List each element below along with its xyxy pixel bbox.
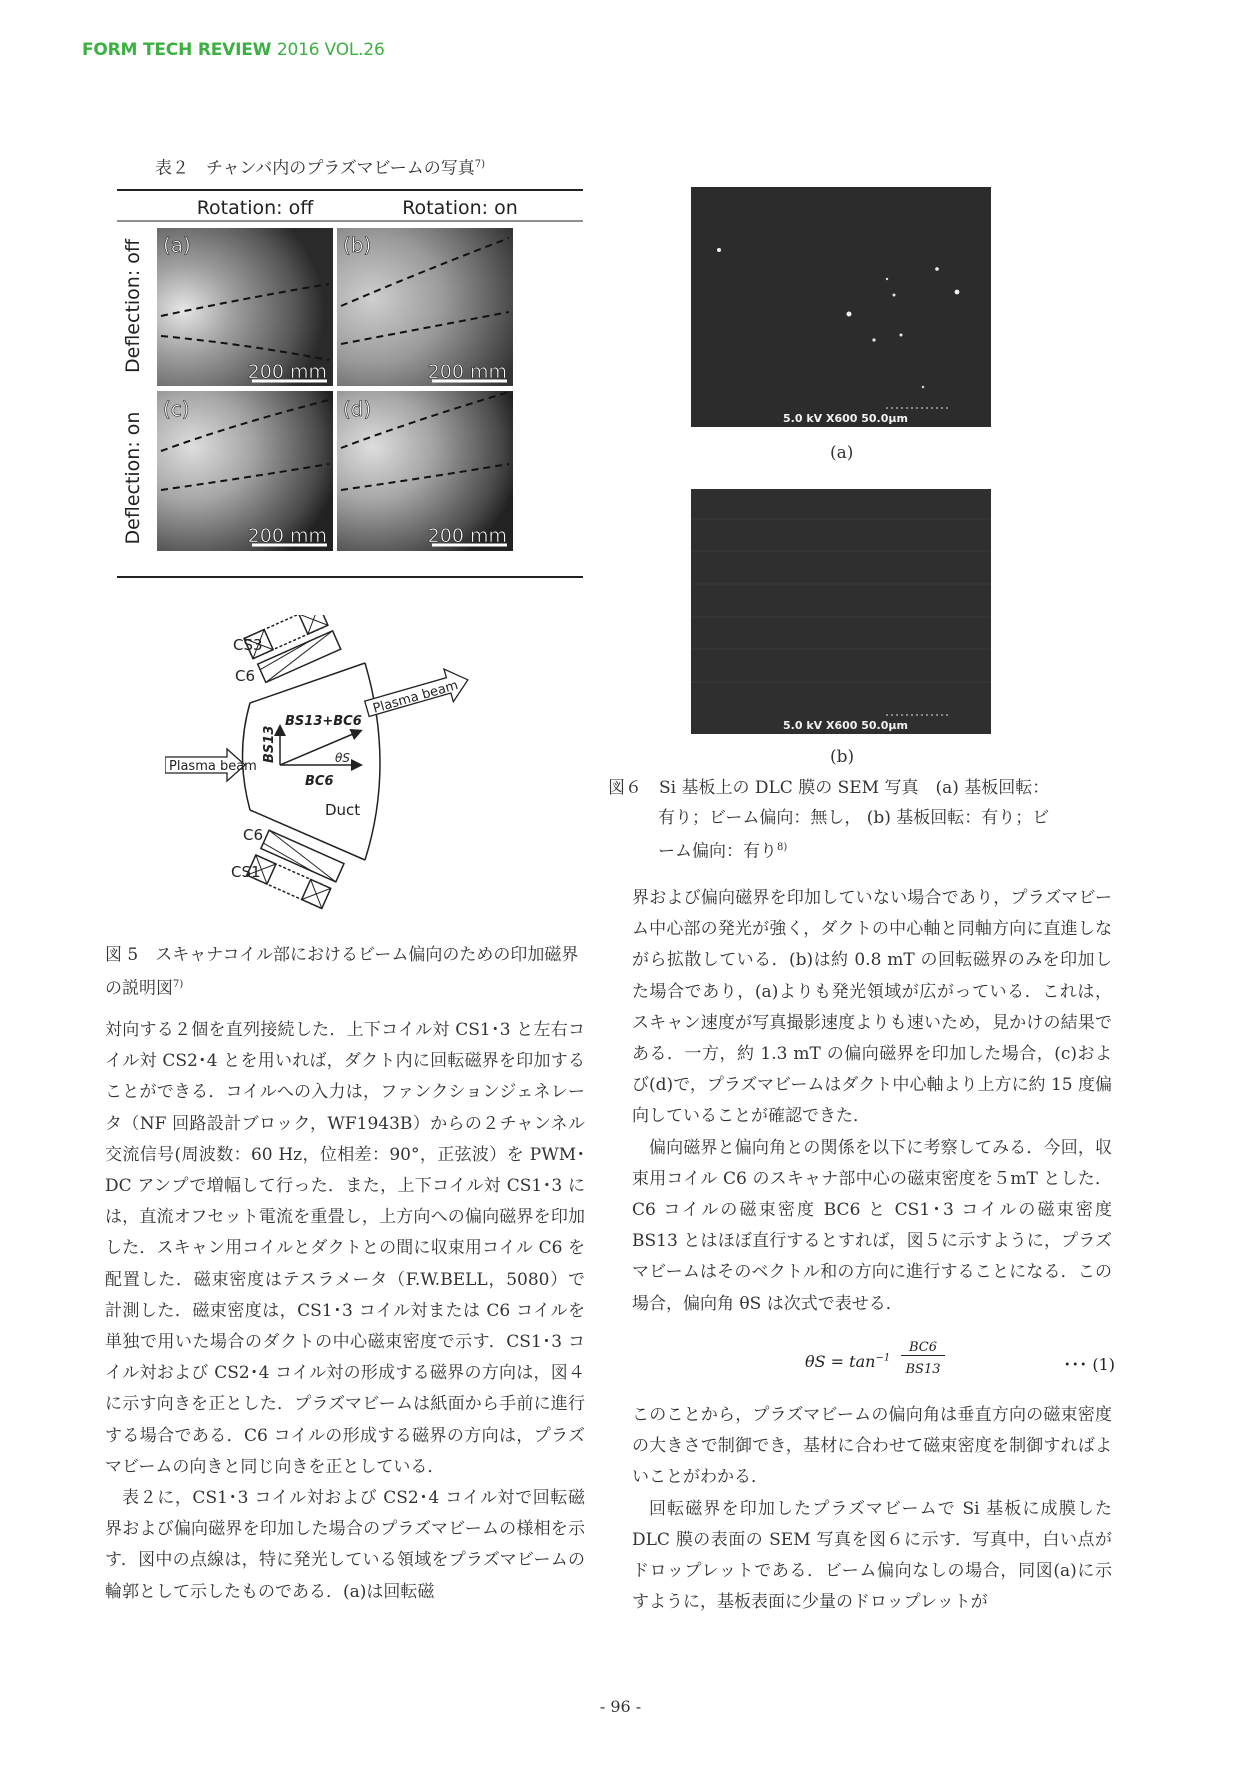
label-bc6: BC6: [305, 774, 334, 789]
right-column-top: [632, 883, 1112, 1320]
coil-c6-bottom: [261, 830, 344, 882]
panel-a-label: (a): [163, 233, 191, 257]
panel-d-scale: 200 mm: [427, 525, 507, 547]
label-duct: Duct: [325, 801, 361, 819]
photo-panel-b: [337, 228, 513, 386]
panel-a-scale: 200 mm: [247, 361, 327, 383]
sem-image-b: [691, 489, 991, 734]
left-paragraph-2: 表２に，CS1･3 コイル対および CS2･4 コイル対で回転磁界および偏向磁界を印加した場合のプラズマビームの様相を示す．図中の点線は，特に発光している領域をプラズマビームの輪郭として示したものである．(a)は回転磁: [105, 1488, 585, 1602]
label-plasma-in: Plasma beam: [169, 759, 257, 774]
page-number: - 96 -: [599, 1697, 642, 1716]
sem-b-label: 5.0 kV X600 50.0μm: [783, 719, 908, 732]
fig6-caption: [608, 773, 1088, 867]
eq-denominator: BS13: [905, 1362, 941, 1377]
col-rotation-off: Rotation: off: [196, 197, 314, 219]
label-cs3: CS3: [233, 636, 263, 654]
label-c6-bottom: C6: [243, 826, 264, 844]
panel-d-label: (d): [343, 397, 372, 421]
fig6-caption-line2: 有り；ビーム偏向：無し， (b) 基板回転：有り；ビ: [658, 808, 1050, 828]
plasma-beam-out-arrow: [362, 663, 472, 725]
eq-number: ･･･ (1): [1063, 1355, 1115, 1374]
journal-volume: 2016 VOL.26: [276, 40, 385, 60]
eq-numerator: BC6: [901, 1340, 945, 1356]
label-bs13: BS13: [262, 725, 277, 763]
sem-a-caption: (a): [830, 443, 854, 463]
label-theta: θS: [335, 751, 350, 765]
left-column: [105, 1015, 585, 1608]
row-deflection-off: Deflection: off: [122, 239, 144, 373]
panel-c-label: (c): [163, 397, 190, 421]
table2-figure: [115, 188, 585, 578]
fig5-caption: [105, 940, 585, 1004]
left-paragraph-1: 対向する２個を直列接続した．上下コイル対 CS1･3 と左右コイル対 CS2･4 とを用いれば，ダクト内に回転磁界を印加することができる．コイルへの入力は，ファンクションジェネレータ（NF 回路設計ブロック，WF1943B）からの２チャンネル交流信号(周波数：60 Hz，位相差：90°，正弦波）を PWM･DC アンプで増幅して行った．また，上下コイル対 CS1･3 には，直流オフセット電流を重畳し，上方向への偏向磁界を印加した．スキャン用コイルとダクトとの間に収束用コイル C6 を配置した．磁束密度はテスラメータ（F.W.BELL，5080）で計測した．磁束密度は，CS1･3 コイル対または C6 コイルを単独で用いた場合のダクトの中心磁束密度で示す．CS1･3 コイル対および CS2･4 コイル対の形成する磁界の方向は，図４に示す向きを正とした．プラズマビームは紙面から手前に進行する場合である．C6 コイルの形成する磁界の方向は，プラズマビームの向きと同じ向きを正としている．: [105, 1020, 585, 1477]
label-plasma-out: Plasma beam: [371, 678, 460, 717]
fig6-caption-line3: [608, 833, 1088, 867]
eq-lhs-text: θS = tan: [805, 1352, 876, 1371]
sem-a-label: 5.0 kV X600 50.0μm: [783, 412, 908, 425]
label-sum: BS13+BC6: [285, 714, 362, 729]
fig6-caption-line1: 図６ Si 基板上の DLC 膜の SEM 写真 (a) 基板回転：: [608, 778, 1050, 798]
label-c6-top: C6: [235, 667, 256, 685]
eq-lhs: [805, 1352, 890, 1371]
table2-caption-text: 表２ チャンバ内のプラズマビームの写真: [155, 158, 475, 179]
fig6-caption-line3-text: ーム偏向：有り: [658, 841, 777, 862]
table2-ref: 7): [474, 159, 486, 170]
right-paragraph-2: 偏向磁界と偏向角との関係を以下に考察してみる．今回，収束用コイル C6 のスキャナ部中心の磁束密度を５mT とした．C6 コイルの磁束密度 BC6 と CS1･3 コイルの磁束密度 BS13 とはほぼ直行するとすれば，図５に示すように，プラズマビームはそのベクトル和の方向に進行することになる．この場合，偏向角 θS は次式で表せる．: [632, 1137, 1112, 1314]
row-deflection-on: Deflection: on: [122, 411, 144, 545]
right-column-bottom: [632, 1400, 1112, 1618]
sem-b-caption: (b): [830, 747, 855, 767]
eq-exponent: −1: [875, 1352, 891, 1364]
photo-panel-c: [157, 391, 333, 551]
photo-panel-a: [157, 228, 333, 386]
equation-1: [805, 1340, 1115, 1386]
sem-image-a: [691, 187, 991, 427]
col-rotation-on: Rotation: on: [402, 197, 518, 219]
journal-brand: FORM TECH REVIEW: [82, 40, 272, 60]
panel-b-label: (b): [343, 233, 372, 257]
label-cs1: CS1: [231, 863, 261, 881]
right-paragraph-3: このことから，プラズマビームの偏向角は垂直方向の磁束密度の大きさで制御でき，基材に合わせて磁束密度を制御すればよいことがわかる．: [632, 1405, 1112, 1488]
fig5-caption-text: 図 5 スキャナコイル部におけるビーム偏向のための印加磁界の説明図: [105, 945, 579, 999]
photo-panel-d: [337, 391, 513, 551]
table2-caption: [155, 150, 485, 184]
fig6-ref: 8): [777, 842, 788, 853]
fig5-ref: 7): [173, 979, 184, 990]
right-paragraph-4: 回転磁界を印加したプラズマビームで Si 基板に成膜した DLC 膜の表面の SEM 写真を図６に示す．写真中，白い点がドロップレットである．ビーム偏向なしの場合，同図(a)に示すように，基板表面に少量のドロップレットが: [632, 1498, 1112, 1613]
fig5-diagram: [165, 615, 525, 915]
journal-header: [82, 40, 385, 60]
panel-b-scale: 200 mm: [427, 361, 507, 383]
panel-c-scale: 200 mm: [247, 525, 327, 547]
right-paragraph-1: 界および偏向磁界を印加していない場合であり，プラズマビーム中心部の発光が強く，ダクトの中心軸と同軸方向に直進しながら拡散している．(b)は約 0.8 mT の回転磁界のみを印加した場合であり，(a)よりも発光領域が広がっている．これは，スキャン速度が写真撮影速度よりも速いため，見かけの結果である．一方，約 1.3 mT の偏向磁界を印加した場合，(c)および(d)で，プラズマビームはダクト中心軸より上方に約 15 度偏向していることが確認できた．: [632, 888, 1112, 1127]
